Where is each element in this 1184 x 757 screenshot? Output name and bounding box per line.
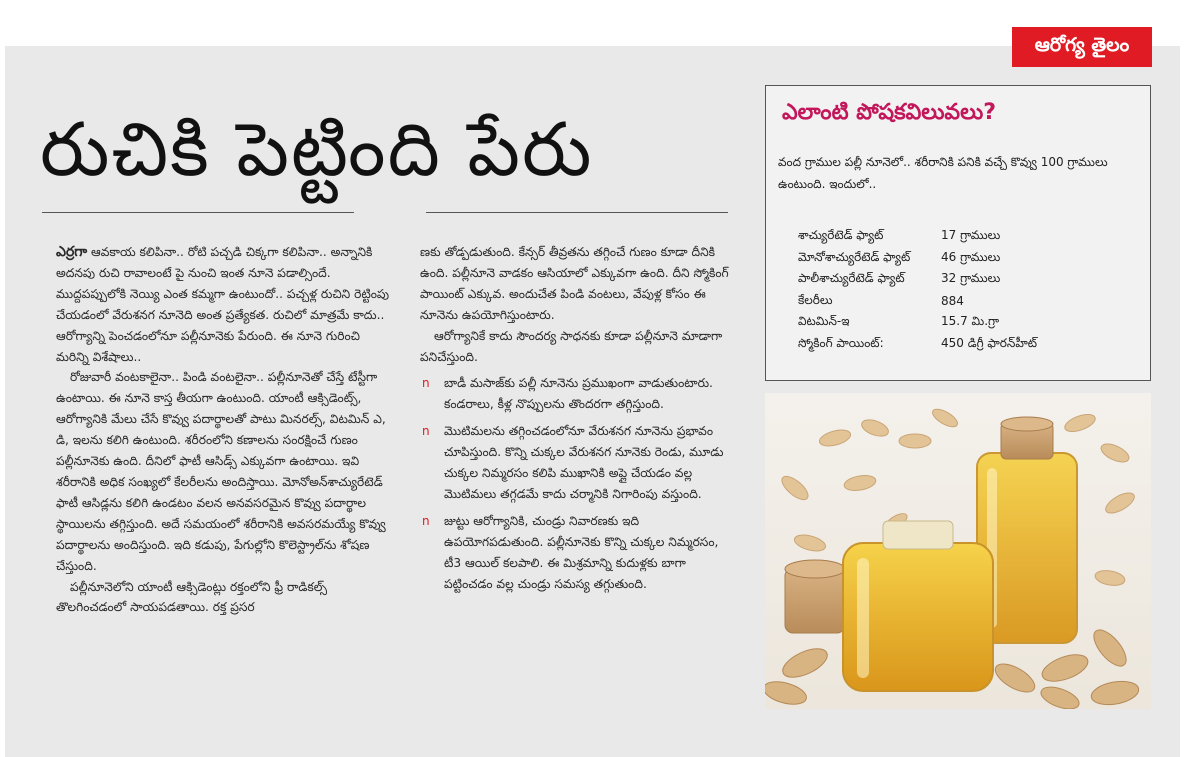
headline: రుచికి పెట్టింది పేరు	[40, 107, 594, 193]
intro-text: ఆవకాయ కలిపినా.. రోటి పచ్చడి చిక్కగా కలిపినా.. అన్నానికి అదనపు రుచి రావాలంటే పై నుంచి ఇంత నూనె పడాల్సిందే. ముద్దపప్పులోకి నెయ్యి ఎంత కమ్మగా ఉంటుందో.. పచ్చళ్ల రుచిని రెట్టింపు చేయడంలో వేరుశనగ నూనెది అంత ప్రత్యేకత. రుచిలో మాత్రమే కాదు.. ఆరోగ్యాన్ని పెంచడంలోనూ పల్లీనూనెకు పేరుంది. ఈ నూనె గురించి మరిన్ని విశేషాలు..	[56, 245, 390, 364]
nutrition-box	[765, 85, 1151, 381]
article-column-2	[420, 242, 738, 595]
peanut-oil-illustration	[765, 393, 1151, 709]
nutrient-value: 46 గ్రాములు	[941, 249, 1001, 264]
body-paragraph: ణకు తోడ్పడుతుంది. కేన్సర్ తీవ్రతను తగ్గించే గుణం కూడా దీనికి ఉంది. పల్లీనూనె వాడకం ఆసియాలో ఎక్కువగా ఉంది. దీని స్మోకింగ్ పాయింట్ ఎక్కువ. అందుచేత పిండి వంటలు, వేపుళ్ల కోసం ఈ నూనెను ఉపయోగిస్తుంటారు.	[420, 245, 729, 322]
lead-word: ఎర్రగా	[56, 244, 88, 260]
bullet-text: బాడీ మసాజ్‌కు పల్లీ నూనెను ప్రముఖంగా వాడుతుంటారు. కండరాలు, కీళ్ల నొప్పులను తొందరగా తగ్గిస్తుంది.	[444, 376, 713, 412]
nutrition-title: ఎలాంటి పోషకవిలువలు?	[782, 100, 997, 125]
nutrient-value: 15.7 మి.గ్రా	[941, 314, 1000, 329]
article-column-1	[56, 242, 391, 618]
intro-paragraph	[56, 242, 391, 367]
nutrient-value: 17 గ్రాములు	[941, 228, 1001, 243]
body-paragraph: పల్లీనూనెలోని యాంటీ ఆక్సిడెంట్లు రక్తంలోని ఫ్రీ రాడికల్స్ తొలగించడంలో సాయపడతాయి. రక్త ప్రసర	[56, 579, 328, 615]
short-oil-bottle	[843, 521, 993, 691]
peanut-oil-photo	[765, 393, 1151, 709]
nutrition-row	[798, 291, 1037, 313]
bullet-item	[420, 421, 738, 505]
bullet-item	[420, 511, 738, 595]
headline-rule-right	[426, 212, 728, 213]
nutrition-row	[798, 248, 1037, 270]
nutrient-value: 450 డిగ్రీ ఫారన్‌హీట్	[941, 335, 1037, 350]
small-cork-jar	[785, 560, 845, 633]
bullet-marker: n	[422, 424, 430, 439]
nutrient-label: విటమిన్-ఇ	[798, 314, 850, 329]
bullet-marker: n	[422, 376, 430, 391]
nutrient-value: 32 గ్రాములు	[941, 271, 1001, 286]
section-tag: ఆరోగ్య తైలం	[1012, 27, 1152, 67]
bullet-item	[420, 373, 738, 415]
bullet-text: మొటిమలను తగ్గించడంలోనూ వేరుశనగ నూనెను ప్రభావం చూపిస్తుంది. కొన్ని చుక్కల వేరుశనగ నూనెకు రెండు, మూడు చుక్కల నిమ్మరసం కలిపి ముఖానికి అప్లై చేయడం వల్ల మొటిమలు తగ్గడమే కాదు చర్మానికి నిగారింపు వస్తుంది.	[444, 424, 724, 501]
body-paragraph: రోజువారీ వంటకాలైనా.. పిండి వంటలైనా.. పల్లీనూనెతో చేస్తే టేస్టీగా ఉంటాయి. ఈ నూనె కాస్త తీయగా ఉంటుంది. యాంటీ ఆక్సిడెంట్స్, ఆరోగ్యానికి మేలు చేసే కొవ్వు పదార్థాలతో పాటు మినరల్స్, విటమిన్ ఎ, డి, ఇలను కలిగి ఉంటుంది. శరీరంలోని కణాలను సంరక్షించే గుణం పల్లీనూనెకు ఉంది. దీనిలో ఫాటీ ఆసిడ్స్ ఎక్కువగా ఉంటాయి. ఇవి శరీరానికి అధిక సంఖ్యలో కేలరీలను అందిస్తాయి. మోనోఅన్‌శాచ్యురేటెడ్ ఫాటీ ఆసిడ్లను కలిగి ఉండటం వలన అనవసరమైన కొవ్వు పదార్థాల స్థాయిలను తగ్గిస్తుంది. అదే సమయంలో శరీరానికి అవసరమయ్యే కొవ్వు పదార్థాలను అందిస్తుంది. ఇది కడుపు, పేగుల్లోని కొలెస్ట్రాల్‌ను శోషణ చేస్తుంది.	[56, 370, 386, 573]
nutrient-label: కేలరీలు	[798, 292, 833, 307]
nutrition-row	[798, 269, 1037, 291]
bullet-text: జుట్టు ఆరోగ్యానికి, చుండ్రు నివారణకు ఇది ఉపయోగపడుతుంది. పల్లీనూనెకు కొన్ని చుక్కల నిమ్మరసం, టీ3 ఆయిల్ కలపాలి. ఈ మిశ్రమాన్ని కుదుళ్లకు బాగా పట్టించడం వల్ల చుండ్రు సమస్య తగ్గుతుంది.	[444, 513, 719, 591]
nutrition-row	[798, 226, 1037, 248]
nutrition-table	[798, 226, 1037, 355]
nutrition-row	[798, 334, 1037, 356]
bullet-marker: n	[422, 513, 430, 528]
headline-rule-left	[42, 212, 354, 213]
nutrition-row	[798, 312, 1037, 334]
nutrient-label: పాలీశాచ్యురేటెడ్ ఫ్యాట్	[798, 271, 905, 286]
nutrient-label: మోనోశాచ్యురేటెడ్ ఫ్యాట్	[798, 249, 911, 264]
nutrient-value: 884	[941, 294, 964, 309]
body-paragraph: ఆరోగ్యానికే కాదు సౌందర్య సాధనకు కూడా పల్లీనూనె మాడాగా పనిచేస్తుంది.	[420, 328, 723, 364]
nutrition-intro: వంద గ్రాముల పల్లీ నూనెలో.. శరీరానికి పనికి వచ్చే కొవ్వు 100 గ్రాములు ఉంటుంది. ఇందులో..	[778, 155, 1108, 191]
nutrient-label: స్మోకింగ్ పాయింట్:	[798, 335, 884, 350]
nutrient-label: శాచ్యురేటెడ్ ఫ్యాట్	[798, 228, 884, 243]
